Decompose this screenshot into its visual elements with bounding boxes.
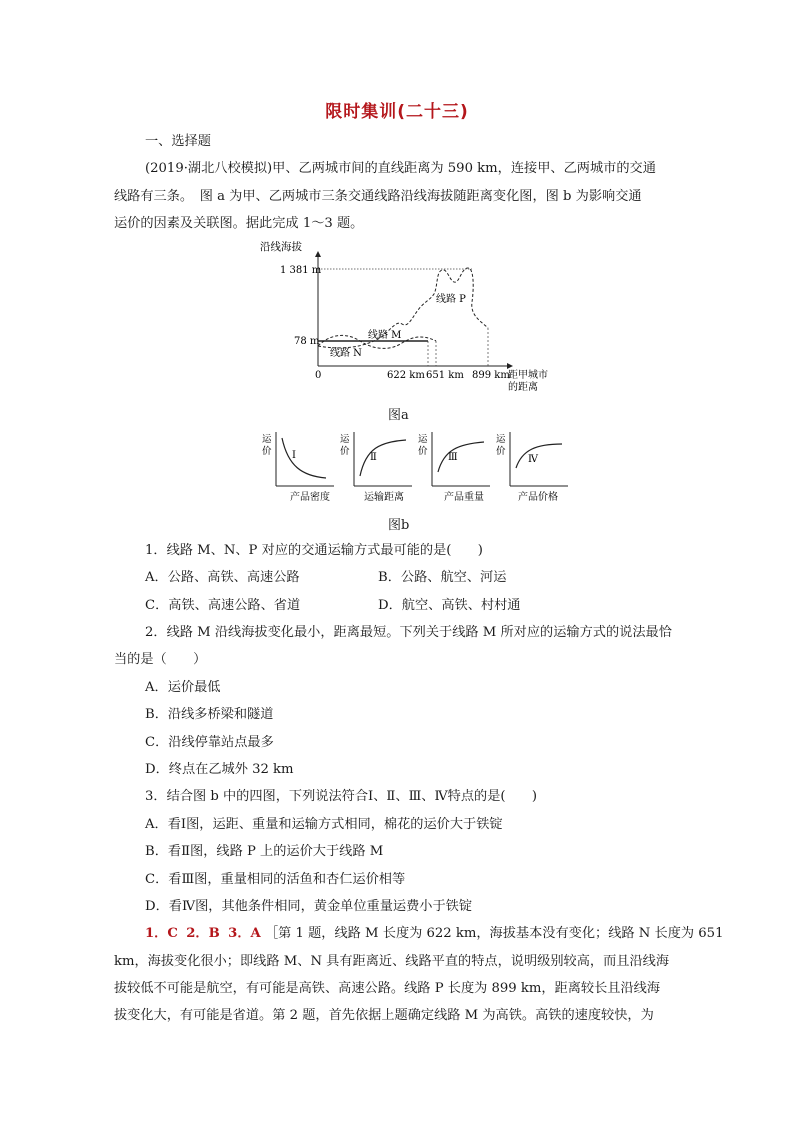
y-axis-label: 沿线海拔 — [260, 241, 302, 253]
q3-option-b: B．看Ⅱ图，线路 P 上的运价大于线路 M — [145, 844, 384, 859]
panel-xlabel: 产品密度 — [290, 492, 330, 503]
question-2-stem: 2．线路 M 沿线海拔变化最小，距离最短。下列关于线路 M 所对应的运输方式的说法最恰 — [145, 625, 672, 640]
explanation-line: km，海拔变化很小；即线路 M、N 具有距离近、线路平直的特点，说明级别较高，而且沿线海 — [114, 954, 670, 969]
q1-option-b: B．公路、航空、河运 — [378, 570, 507, 585]
q2-option-d: D．终点在乙城外 32 km — [145, 762, 294, 777]
question-3-stem: 3．结合图 b 中的四图，下列说法符合Ⅰ、Ⅱ、Ⅲ、Ⅳ特点的是( ) — [145, 789, 538, 804]
panel-roman: Ⅲ — [448, 452, 458, 463]
question-2-stem: 当的是（ ） — [114, 652, 207, 667]
route-n-label: 线路 N — [330, 348, 362, 359]
figure-a-chart — [250, 238, 570, 398]
curve-1 — [282, 438, 326, 478]
section-heading: 一、选择题 — [145, 134, 211, 149]
panel-3 — [418, 432, 490, 503]
intro-line: 线路有三条。 图 a 为甲、乙两城市三条交通线路沿线海拔随距离变化图，图 b 为影响交通 — [114, 189, 642, 204]
panel-2 — [340, 432, 412, 503]
q3-option-a: A．看Ⅰ图，运距、重量和运输方式相同，棉花的运价大于铁锭 — [145, 817, 503, 832]
panel-xlabel: 运输距离 — [364, 492, 404, 503]
y-tick: 78 m — [294, 336, 320, 347]
y-label: 运 — [496, 434, 506, 445]
y-label: 运 — [262, 434, 272, 445]
panel-roman: Ⅰ — [292, 450, 296, 461]
panel-4 — [496, 432, 568, 503]
explanation-line: 拔较低不可能是航空，有可能是高铁、高速公路。线路 P 长度为 899 km，距离较长且沿线海 — [114, 981, 661, 996]
x-axis-label: 的距离 — [508, 382, 538, 393]
figure-b-caption: 图b — [388, 518, 410, 533]
y-label: 价 — [262, 446, 272, 457]
route-m-label: 线路 M — [368, 330, 402, 341]
q1-option-d: D．航空、高铁、村村通 — [378, 598, 521, 613]
route-p-line — [318, 268, 488, 348]
q1-option-a: A．公路、高铁、高速公路 — [145, 570, 300, 585]
q3-option-c: C．看Ⅲ图，重量相同的活鱼和杏仁运价相等 — [145, 872, 406, 887]
y-tick: 1 381 m — [280, 265, 322, 276]
q1-option-c: C．高铁、高速公路、省道 — [145, 598, 301, 613]
panel-roman: Ⅱ — [370, 452, 377, 463]
x-tick: 622 km — [387, 370, 425, 381]
panel-1 — [262, 432, 334, 503]
q3-option-d: D．看Ⅳ图，其他条件相同，黄金单位重量运费小于铁锭 — [145, 899, 473, 914]
x-axis-label: 距甲城市 — [508, 370, 548, 381]
y-label: 价 — [340, 446, 350, 457]
answer-line — [145, 924, 723, 944]
y-label: 价 — [496, 446, 506, 457]
x-tick: 651 km — [426, 370, 464, 381]
figure-b-charts — [262, 428, 572, 508]
y-label: 价 — [418, 446, 428, 457]
answer-1: 1．C — [145, 926, 178, 941]
route-p-label: 线路 P — [436, 294, 466, 305]
question-1-stem: 1．线路 M、N、P 对应的交通运输方式最可能的是( ) — [145, 543, 483, 558]
panel-xlabel: 产品价格 — [518, 492, 558, 503]
answer-2: 2．B — [186, 926, 220, 941]
y-label: 运 — [340, 434, 350, 445]
q2-option-a: A．运价最低 — [145, 680, 221, 695]
curve-4 — [516, 444, 562, 468]
curve-3 — [438, 442, 484, 472]
intro-line: (2019·湖北八校模拟)甲、乙两城市间的直线距离为 590 km，连接甲、乙两城市的交通 — [145, 161, 656, 176]
explanation-text: ［第 1 题，线路 M 长度为 622 km，海拔基本没有变化；线路 N 长度为 651 — [264, 926, 724, 941]
y-label: 运 — [418, 434, 428, 445]
curve-2 — [360, 440, 406, 476]
x-tick: 899 km — [472, 370, 510, 381]
q2-option-c: C．沿线停靠站点最多 — [145, 735, 274, 750]
panel-xlabel: 产品重量 — [444, 492, 484, 503]
origin-label: 0 — [315, 370, 322, 381]
answer-3: 3．A — [228, 926, 261, 941]
q2-option-b: B．沿线多桥梁和隧道 — [145, 707, 274, 722]
page-title: 限时集训(二十三) — [325, 102, 469, 122]
figure-a-caption: 图a — [388, 408, 409, 423]
panel-roman: Ⅳ — [528, 454, 538, 465]
explanation-line: 拔变化大，有可能是省道。第 2 题，首先依据上题确定线路 M 为高铁。高铁的速度较快，为 — [114, 1008, 654, 1023]
intro-line: 运价的因素及关联图。据此完成 1～3 题。 — [114, 216, 364, 231]
